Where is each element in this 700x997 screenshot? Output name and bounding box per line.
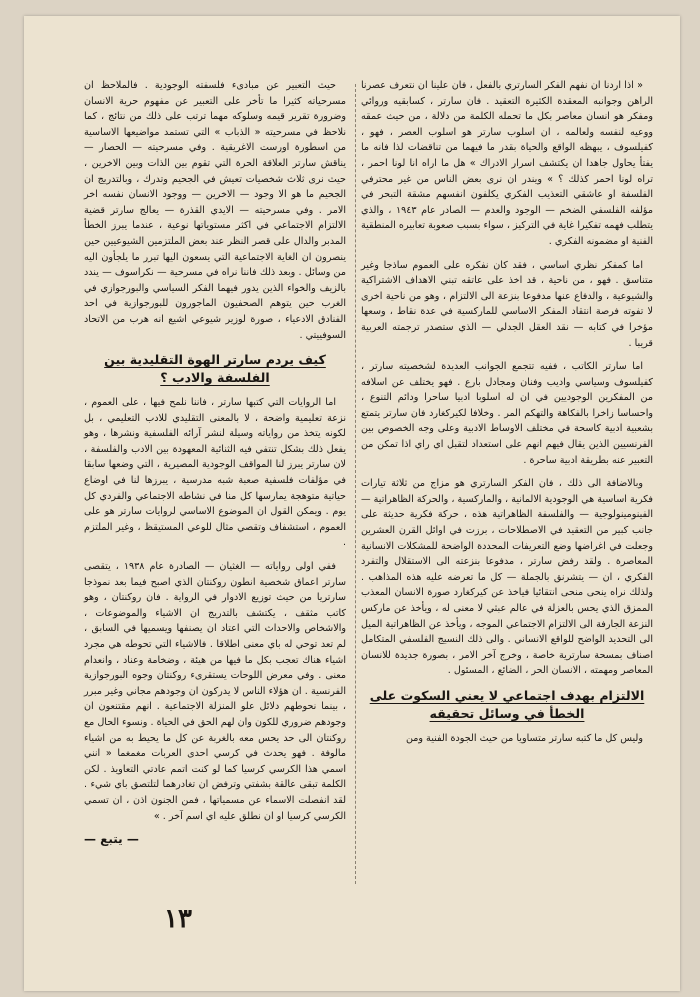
left-paragraph-3: ففي اولى رواياته — الغثيان — الصادرة عام ١٩٣٨ ، يتقصى سارتر اعماق شخصية انطون روكنتان الذي اصبح فيما بعد نموذجا سارتريا من حيث توزيع الادوار في الرواية . فان روكنتان ، وهو كاتب مثقف ، يكتشف بالتدريج ان الاشياء والموضوعات ، والاشخاص والاحداث التي اعتاد ان يصنفها ويسميها في السابق ، لم تعد توحي له باي معنى اطلاقا . فالاشياء التي تحوطه هي مجرد اشياء هناك تعجب بكل ما فيها من هيئة ، وضخامة وعناد ، وانعدام معنى . وفي معرض اللوحات يستقرىء روكنتان وجوه البورجوازية الفرنسية . ان هؤلاء الناس لا يدركون ان وجودهم مجاني وغير مبرر ، بينما نحوطهم دلائل علو المنزلة الاجتماعية . انهم مقتنعون ان وجودهم ضروري للكون وان لهم الحق في الحياة . ونسوء الحال مع روكنتان الى حد يحس معه بالغربة عن كل ما يحيط به من اشياء مالوفة . فهو يحدث في كرسي احدى العربات مغمغما « انني اسمي هذا الكرسي كرسيا كما لو كنت اتمم عادتي التعاويذ . لكن الكلمة تبقى عالقة بشفتي وترفض ان تغادرهما لتلتصق باي شيء . لقد انفصلت الاسماء عن مسمياتها ، فمن الجنون اذن ، ان تسمي الكرسي كرسيا او ان نطلق عليه اي اسم آخر . »	[84, 561, 346, 822]
left-column	[84, 78, 346, 848]
left-paragraph-1: حيث التعبير عن مبادىء فلسفته الوجودية . فالملاحظ ان مسرحياته كثيرا ما تأخر على التعبير عن مفهوم حرية الانسان وضرورة تقرير قيمه وسلوكه مهما ترتب على ذلك من نتائج ، كما نلاحظ في مسرحيته « الذباب » التي تستمد مواضيعها الاساسية من اسطورة اورست الاغريقية . وفي مسرحيته — الحصار — يناقش سارتر العلاقة الحرة التي تقوم بين الذات وبين الاخرين ، حيث نرى ثلاث شخصيات تعيش في الجحيم وتدرك ، وبالتدريج ان الجحيم ما هو الا وجود — الاخرين — ووجود الانسان نفسه اخر الامر . وفي مسرحيته — الايدي القذرة — يعالج سارتر قضية الالتزام الاجتماعي في اكثر مستوياتها نوعية ، عندما يبرز الخطأ المدبر والدال على قصر النظر عند بعض الملتزمين الشيوعيين حين ينصرون ان الغاية الاجتماعية التي يسعون اليها تبرر ما يلجأون اليه من وسائل . وبعد ذلك فاننا نراه في مسرحية — نكراسوف — يندد بالزيف والخواء الذين يدور فيهما الفكر السياسي والبورجوازي في الغرب حين يتوهم الصحفيون الماجورون للبورجوازية في احد الفنادق الادعياء ، صورة لوزير شيوعي اشيع انه هرب من الاتحاد السوفييتي .	[84, 80, 346, 341]
right-column-heading: الالتزام بهدف اجتماعي لا يعني السكوت على الخطأ في وسائل تحقيقه	[369, 687, 645, 721]
right-paragraph-1: « اذا اردنا ان نفهم الفكر السارتري بالفعل ، فان علينا ان نتعرف عصرنا الراهن وجوانبه المعقدة الكثيرة التعقيد . فان سارتر ، كسابقيه وروائي ومفكر هو انسان معاصر بكل ما تحمله الكلمة من دلالة ، من حيث عمقه ووعيه لنفسه ولعالمه ، ان اسلوب سارتر هو اسلوب العصر ، فهو ، كفيلسوف ، يبهظه الواقع والحياة بقدر ما فيهما من تناقضات لذا فانه ما يفتأ يحاول جاهدا ان يكتشف اسرار الادراك » هل ما اراه انا لونا احمر ، تراه لونا احمر كذلك ؟ » ويندر ان نرى بعض الناس من غير محترفي الفلسفة او عاشقي التعذيب الفكري يكلفون انفسهم مشقة التبحر في مؤلفه الفلسفي الضخم — الوجود والعدم — الصادر عام ١٩٤٣ ، والذي يتطلب فهمه تفكيرا غاية في التركيز ، سواء بسبب صعوبة تعابيره المنطقية الفنية او مضمونه الفكري .	[361, 80, 654, 247]
left-column-heading: كيف يردم سارتر الهوة التقليدية بين الفلسفة والادب ؟	[104, 352, 326, 386]
right-paragraph-final: وليس كل ما كتبه سارتر متساويا من حيث الجودة الفنية ومن	[405, 732, 643, 744]
right-paragraph-2: اما كمفكر نظري اساسي ، فقد كان نفكره على العموم ساذجا وغير متناسق . فهو ، من ناحية ، قد اخذ على عاتقه تبني الاهداف الاشتراكية والشيوعية ، والدفاع عنها مدفوعا بنزعة الى الالتزام ، وهو من ناحية اخرى لا تفوته فرصة انتقاد المفكر الاساسي للماركسية في عدة نقاط ، وسعها مؤخرا في كتابه — نقد العقل الجدلي — الذي ستصدر ترجمته العربية قريبا .	[361, 259, 653, 349]
right-paragraph-3: اما سارتر الكاتب ، ففيه تتجمع الجوانب العديدة لشخصيته سارتر ، كفيلسوف وسياسي واديب وفنان ومجادل بارع . فهو يختلف عن اسلافه من المفكرين الوجوديين في ان له اسلوبا ادبيا ساحرا ودائم التنوع ، واحساسا زاخرا بالفكاهة والتهكم المر . وخلافا لكيركغارد فان سارتر يتمتع بشعبية ادبية كاسحة في مختلف الاوساط الادبية وعلى وجه الخصوص بين الفرنسيين الذين يقال فيهم انهم على استعداد لتقبل اي راي اذا تمكن من التعبير عنه بطريقة ادبية ساحرة .	[361, 361, 653, 466]
right-column	[361, 78, 653, 755]
column-divider	[355, 84, 356, 884]
right-paragraph-4: وبالاضافة الى ذلك ، فان الفكر السارتري هو مزاج من ثلاثة تيارات فكرية اساسية هي الوجودية الالمانية ، والماركسية ، والحركة الظاهراتية — الفينومينولوجية — والفلسفة الظاهراتية هذه ، حركة فكرية حديثة على جانب كبير من التعقيد في الاصطلاحات ، برزت في اوائل القرن العشرين وجعلت في اغراضها وضع التعريفات المحددة الواضحة للمشكلات الانسانية المعاصرة . ولقد رفض سارتر ، مدفوعا بنزعته الى الاستقلال والتفرد الفكري ، ان — يتشرنق بالجملة — كل ما تعرضه عليه هذه المذاهب . ولذلك نراه ينحى منحى انتقائيا فياخذ عن كيركغارد صورة الانسان المعذب الممزق الذي يحس بالعزلة في عالم عبثي لا معنى له ، ويأخذ عن ماركس النزعة الجارفة الى الالتزام الاجتماعي الموجه ، ويأخذ عن الظاهراتية الميل الى التحديد الواضح للواقع الانساني . والى ذلك النسيج الفلسفي المتكامل اصناف بمسحة سارترية خاصة ، وخرج آخر الامر ، بصورة جديدة للانسان المعاصر ومهمته ، الانسان الحر ، الضائع ، المسئول .	[361, 478, 653, 677]
continued-label: — يتبع —	[84, 832, 139, 847]
left-paragraph-2: اما الروايات التي كتبها سارتر ، فاننا نلمح فيها ، على العموم ، نزعة تعليمية واضحة ، لا بالمعنى التقليدي للادب التعليمي ، بل لكونه يتخذ من رواياته وسيلة لنشر آرائه الفلسفية ونشرها ، وهو يفعل ذلك بشكل تنتفي فيه الثنائية المعهودة بين الادب والفلسفة ، لان سارتر يبرز لنا المواقف الوجودية المصيرية ، التي وضعها سابقا في مؤلفات فلسفية صعبة شبه مدرسية ، يبرزها لنا في اوضاع حياتية متوهجة يمارسها كل منا في نشاطه الاجتماعي والفردي كل يوم . ويمكن القول ان الموضوع الاساسي لروايات سارتر هو على العموم ، استشفاف وتقصي مثال للوعي المستيقظ ، وغير الملتزم .	[84, 397, 346, 549]
page-number: ١٣	[164, 904, 192, 934]
magazine-page	[24, 16, 680, 991]
